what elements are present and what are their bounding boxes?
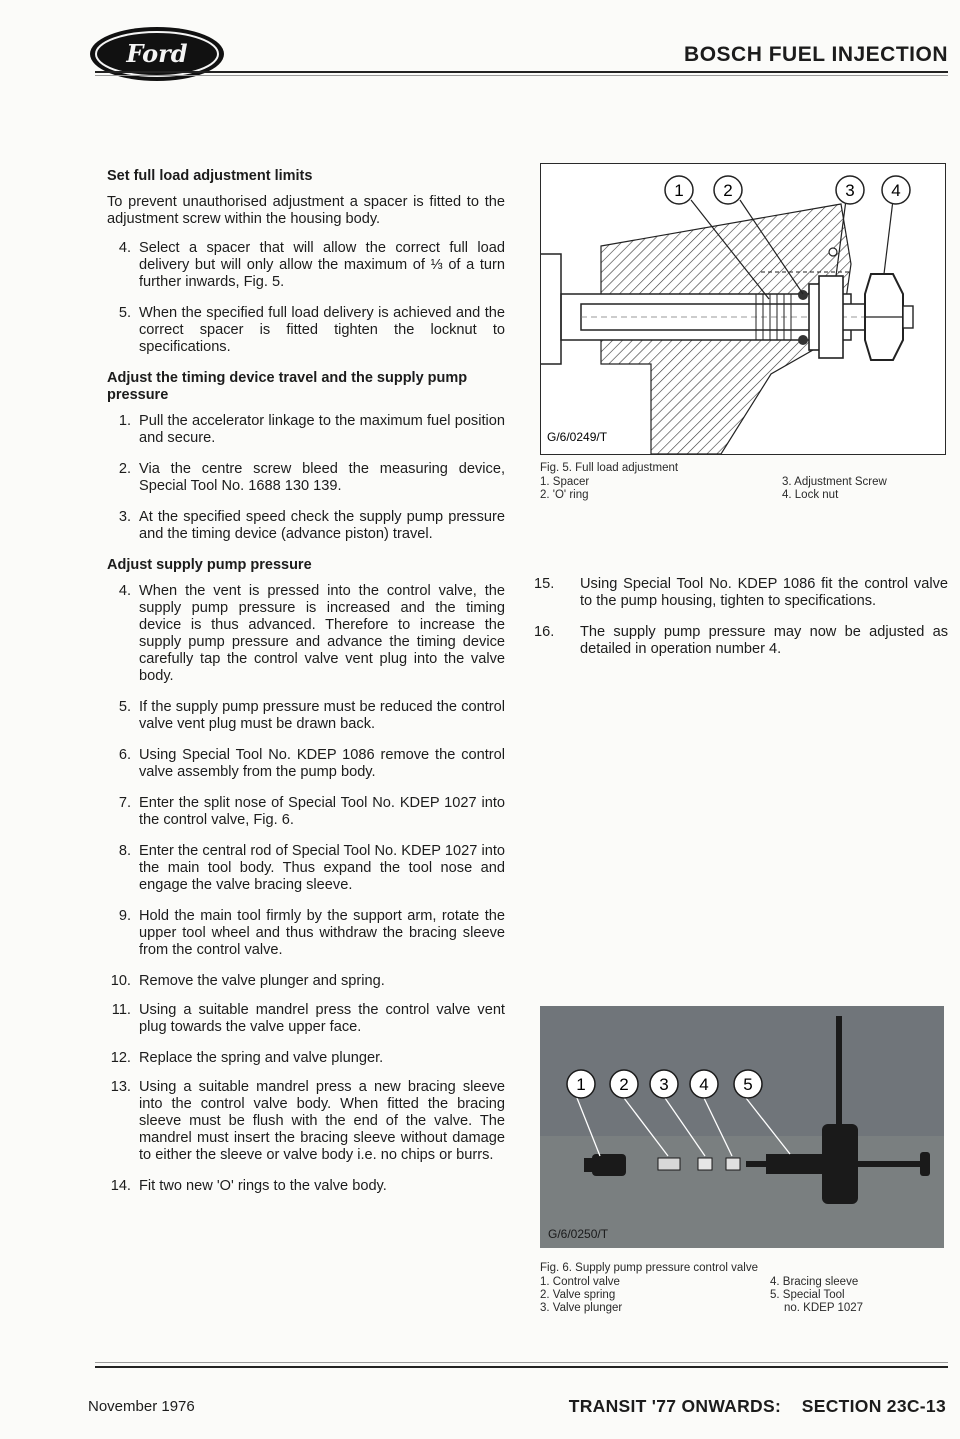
section-heading-supply-pump: Adjust supply pump pressure	[107, 557, 312, 573]
footer-section: TRANSIT '77 ONWARDS: SECTION 23C-13	[568, 1396, 946, 1416]
fig5-caption	[540, 462, 944, 502]
footer-rule-thin	[95, 1362, 948, 1363]
intro-paragraph: To prevent unauthorised adjustment a spacer is fitted to the adjustment screw within the housing body.	[107, 194, 505, 227]
legend-item: 5. Special Tool	[770, 1289, 845, 1301]
list-item: 11. Using a suitable mandrel press the control valve vent plug towards the valve upper face.	[111, 1002, 505, 1035]
fig6-id: G/6/0250/T	[548, 1227, 609, 1241]
fig6-caption-title: Fig. 6. Supply pump pressure control valve	[540, 1262, 758, 1274]
footer-date: November 1976	[88, 1398, 195, 1415]
list-item: 14. Fit two new 'O' rings to the valve body.	[110, 1178, 387, 1194]
callout-label: 2	[619, 1075, 629, 1094]
right-column-steps	[534, 576, 948, 672]
list-item: 8. Enter the central rod of Special Tool No. KDEP 1027 into the main tool body. Thus expand the tool nose and engage the valve bracing sleeve.	[118, 843, 505, 893]
callout-label: 5	[743, 1075, 753, 1094]
legend-item: 2. 'O' ring	[540, 489, 589, 501]
legend-item: 1. Spacer	[540, 476, 590, 488]
list-item: 13. Using a suitable mandrel press a new bracing sleeve into the control valve body. When fitted the bracing sleeve must be flush with the end of the valve. The mandrel must insert the bracing sleeve without damage to either the sleeve or valve body i.e. no chips or burrs.	[110, 1079, 505, 1163]
callout-label: 4	[891, 181, 901, 200]
list-item: 9. Hold the main tool firmly by the support arm, rotate the upper tool wheel and thus withdraw the bracing sleeve from the control valve.	[118, 908, 505, 958]
fig6-caption	[540, 1262, 944, 1315]
fig6-photo	[540, 1006, 944, 1248]
list-item: 1. Pull the accelerator linkage to the maximum fuel position and secure.	[118, 413, 505, 446]
page-title: BOSCH FUEL INJECTION	[684, 43, 948, 66]
legend-item: no. KDEP 1027	[784, 1302, 864, 1314]
legend-item: 3. Valve plunger	[540, 1302, 623, 1314]
callout-label: 2	[723, 181, 733, 200]
callout-label: 3	[845, 181, 855, 200]
list-item: 5. When the specified full load delivery is achieved and the correct spacer is fitted tighten the locknut to specifications.	[118, 305, 505, 355]
header-rule	[95, 71, 948, 73]
logo-text: Ford	[126, 39, 188, 68]
section-heading-timing: Adjust the timing device travel and the supply pump pressure	[107, 370, 468, 403]
header-rule-thin	[95, 75, 948, 76]
legend-item: 4. Bracing sleeve	[770, 1276, 859, 1288]
fig5-drawing	[541, 164, 945, 454]
list-item: 4. When the vent is pressed into the control valve, the supply pump pressure is increased and the timing device is thus advanced. Therefore to increase the supply pump pressure and advance the timing device carefully tap the control valve vent plug into the valve body.	[118, 583, 505, 684]
callout-label: 1	[576, 1075, 586, 1094]
legend-item: 2. Valve spring	[540, 1289, 616, 1301]
left-column	[107, 168, 505, 1209]
fig5-diagram	[540, 163, 946, 455]
legend-item: 3. Adjustment Screw	[782, 476, 887, 488]
list-item: 2. Via the centre screw bleed the measuring device, Special Tool No. 1688 130 139.	[118, 461, 505, 494]
fig6-drawing	[540, 1006, 944, 1248]
footer-rule	[95, 1366, 948, 1368]
callout-label: 4	[699, 1075, 709, 1094]
list-item: 15. Using Special Tool No. KDEP 1086 fit the control valve to the pump housing, tighten to specifications.	[534, 576, 948, 609]
fig5-caption-title: Fig. 5. Full load adjustment	[540, 462, 679, 474]
callout-label: 1	[674, 181, 684, 200]
list-item: 12. Replace the spring and valve plunger.	[110, 1050, 384, 1066]
list-item: 3. At the specified speed check the supply pump pressure and the timing device (advance piston) travel.	[118, 509, 505, 542]
legend-item: 1. Control valve	[540, 1276, 620, 1288]
callout-label: 3	[659, 1075, 669, 1094]
list-item: 6. Using Special Tool No. KDEP 1086 remove the control valve assembly from the pump body.	[118, 747, 505, 780]
list-item: 16. The supply pump pressure may now be adjusted as detailed in operation number 4.	[534, 624, 948, 657]
list-item: 10. Remove the valve plunger and spring.	[110, 973, 385, 989]
list-item: 4. Select a spacer that will allow the correct full load delivery but will only allow the maximum of ⅓ of a turn further inwards, Fig. 5.	[118, 240, 505, 290]
legend-item: 4. Lock nut	[782, 489, 839, 501]
list-item: 5. If the supply pump pressure must be reduced the control valve vent plug must be drawn back.	[118, 699, 505, 732]
section-heading-full-load: Set full load adjustment limits	[107, 168, 313, 184]
fig5-id: G/6/0249/T	[547, 430, 608, 444]
list-item: 7. Enter the split nose of Special Tool No. KDEP 1027 into the control valve, Fig. 6.	[118, 795, 505, 828]
